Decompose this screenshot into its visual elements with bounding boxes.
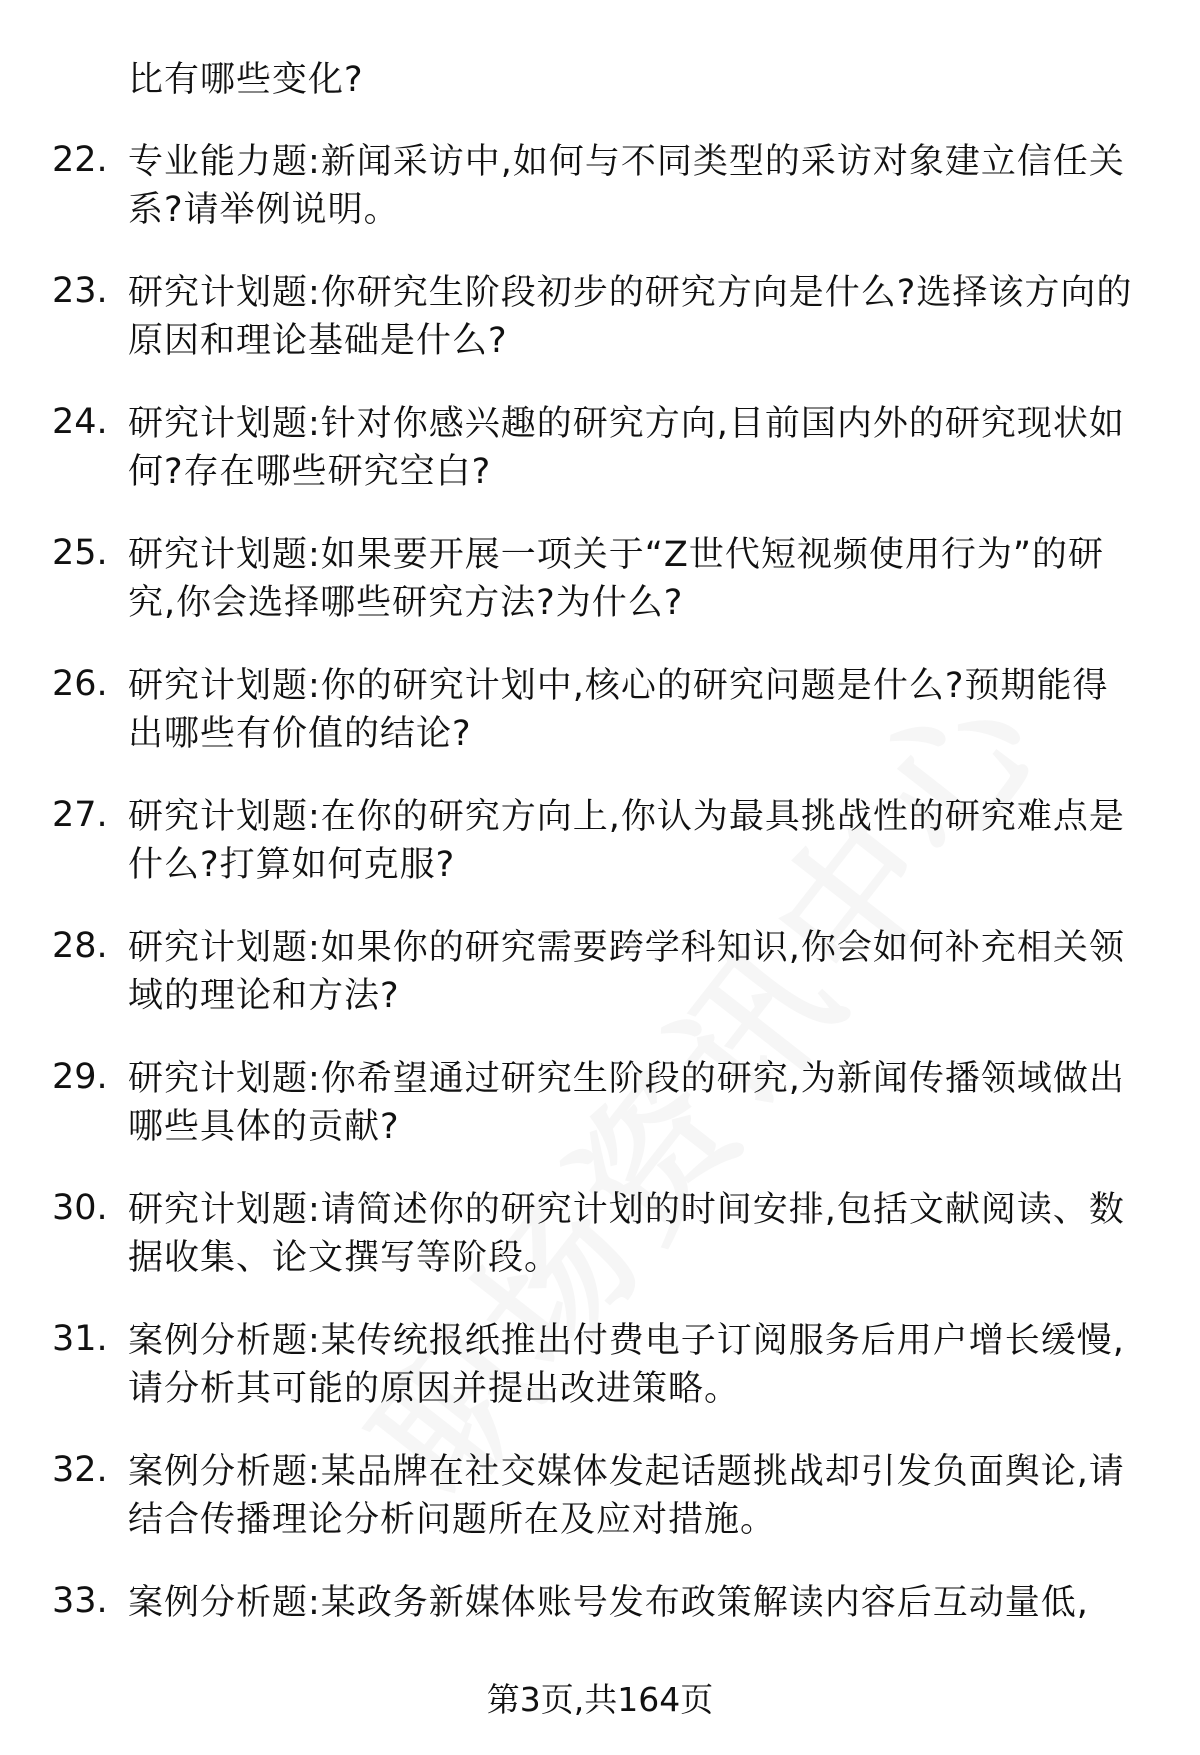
question-text: 研究计划题:如果你的研究需要跨学科知识,你会如何补充相关领域的理论和方法?: [128, 928, 1125, 1016]
question-number: 32.: [52, 1450, 108, 1490]
question-item: [0, 924, 1200, 1055]
question-number: 27.: [52, 795, 108, 835]
continuation-text: 比有哪些变化?: [128, 60, 364, 100]
question-item: [0, 400, 1200, 531]
question-text: 研究计划题:你希望通过研究生阶段的研究,为新闻传播领域做出哪些具体的贡献?: [128, 1059, 1125, 1147]
question-text: 案例分析题:某政务新媒体账号发布政策解读内容后互动量低,: [128, 1583, 1089, 1623]
question-item: [0, 1055, 1200, 1186]
question-number: 24.: [52, 402, 108, 442]
question-number: 29.: [52, 1057, 108, 1097]
question-text: 研究计划题:针对你感兴趣的研究方向,目前国内外的研究现状如何?存在哪些研究空白?: [128, 404, 1125, 492]
question-number: 30.: [52, 1188, 108, 1228]
question-item: [0, 1317, 1200, 1448]
question-item: [0, 662, 1200, 793]
question-text: 专业能力题:新闻采访中,如何与不同类型的采访对象建立信任关系?请举例说明。: [128, 142, 1125, 230]
question-number: 28.: [52, 926, 108, 966]
question-item: [0, 1186, 1200, 1317]
question-text: 研究计划题:你研究生阶段初步的研究方向是什么?选择该方向的原因和理论基础是什么?: [128, 273, 1133, 361]
question-text: 研究计划题:如果要开展一项关于“Z世代短视频使用行为”的研究,你会选择哪些研究方法?为什么?: [128, 535, 1105, 623]
page-footer: 第3页,共164页: [486, 1680, 714, 1719]
question-text: 案例分析题:某传统报纸推出付费电子订阅服务后用户增长缓慢,请分析其可能的原因并提出改进策略。: [128, 1321, 1125, 1409]
question-number: 33.: [52, 1581, 108, 1621]
question-item: [0, 531, 1200, 662]
question-text: 案例分析题:某品牌在社交媒体发起话题挑战却引发负面舆论,请结合传播理论分析问题所在及应对措施。: [128, 1452, 1125, 1540]
question-number: 22.: [52, 140, 108, 180]
question-item: [0, 793, 1200, 924]
question-number: 26.: [52, 664, 108, 704]
question-number: 25.: [52, 533, 108, 573]
question-number: 31.: [52, 1319, 108, 1359]
question-item: [0, 269, 1200, 400]
question-item: [0, 138, 1200, 269]
question-list: [0, 138, 1200, 1710]
question-text: 研究计划题:在你的研究方向上,你认为最具挑战性的研究难点是什么?打算如何克服?: [128, 797, 1125, 885]
question-text: 研究计划题:请简述你的研究计划的时间安排,包括文献阅读、数据收集、论文撰写等阶段。: [128, 1190, 1125, 1278]
question-text: 研究计划题:你的研究计划中,核心的研究问题是什么?预期能得出哪些有价值的结论?: [128, 666, 1109, 754]
question-item: [0, 1448, 1200, 1579]
question-number: 23.: [52, 271, 108, 311]
